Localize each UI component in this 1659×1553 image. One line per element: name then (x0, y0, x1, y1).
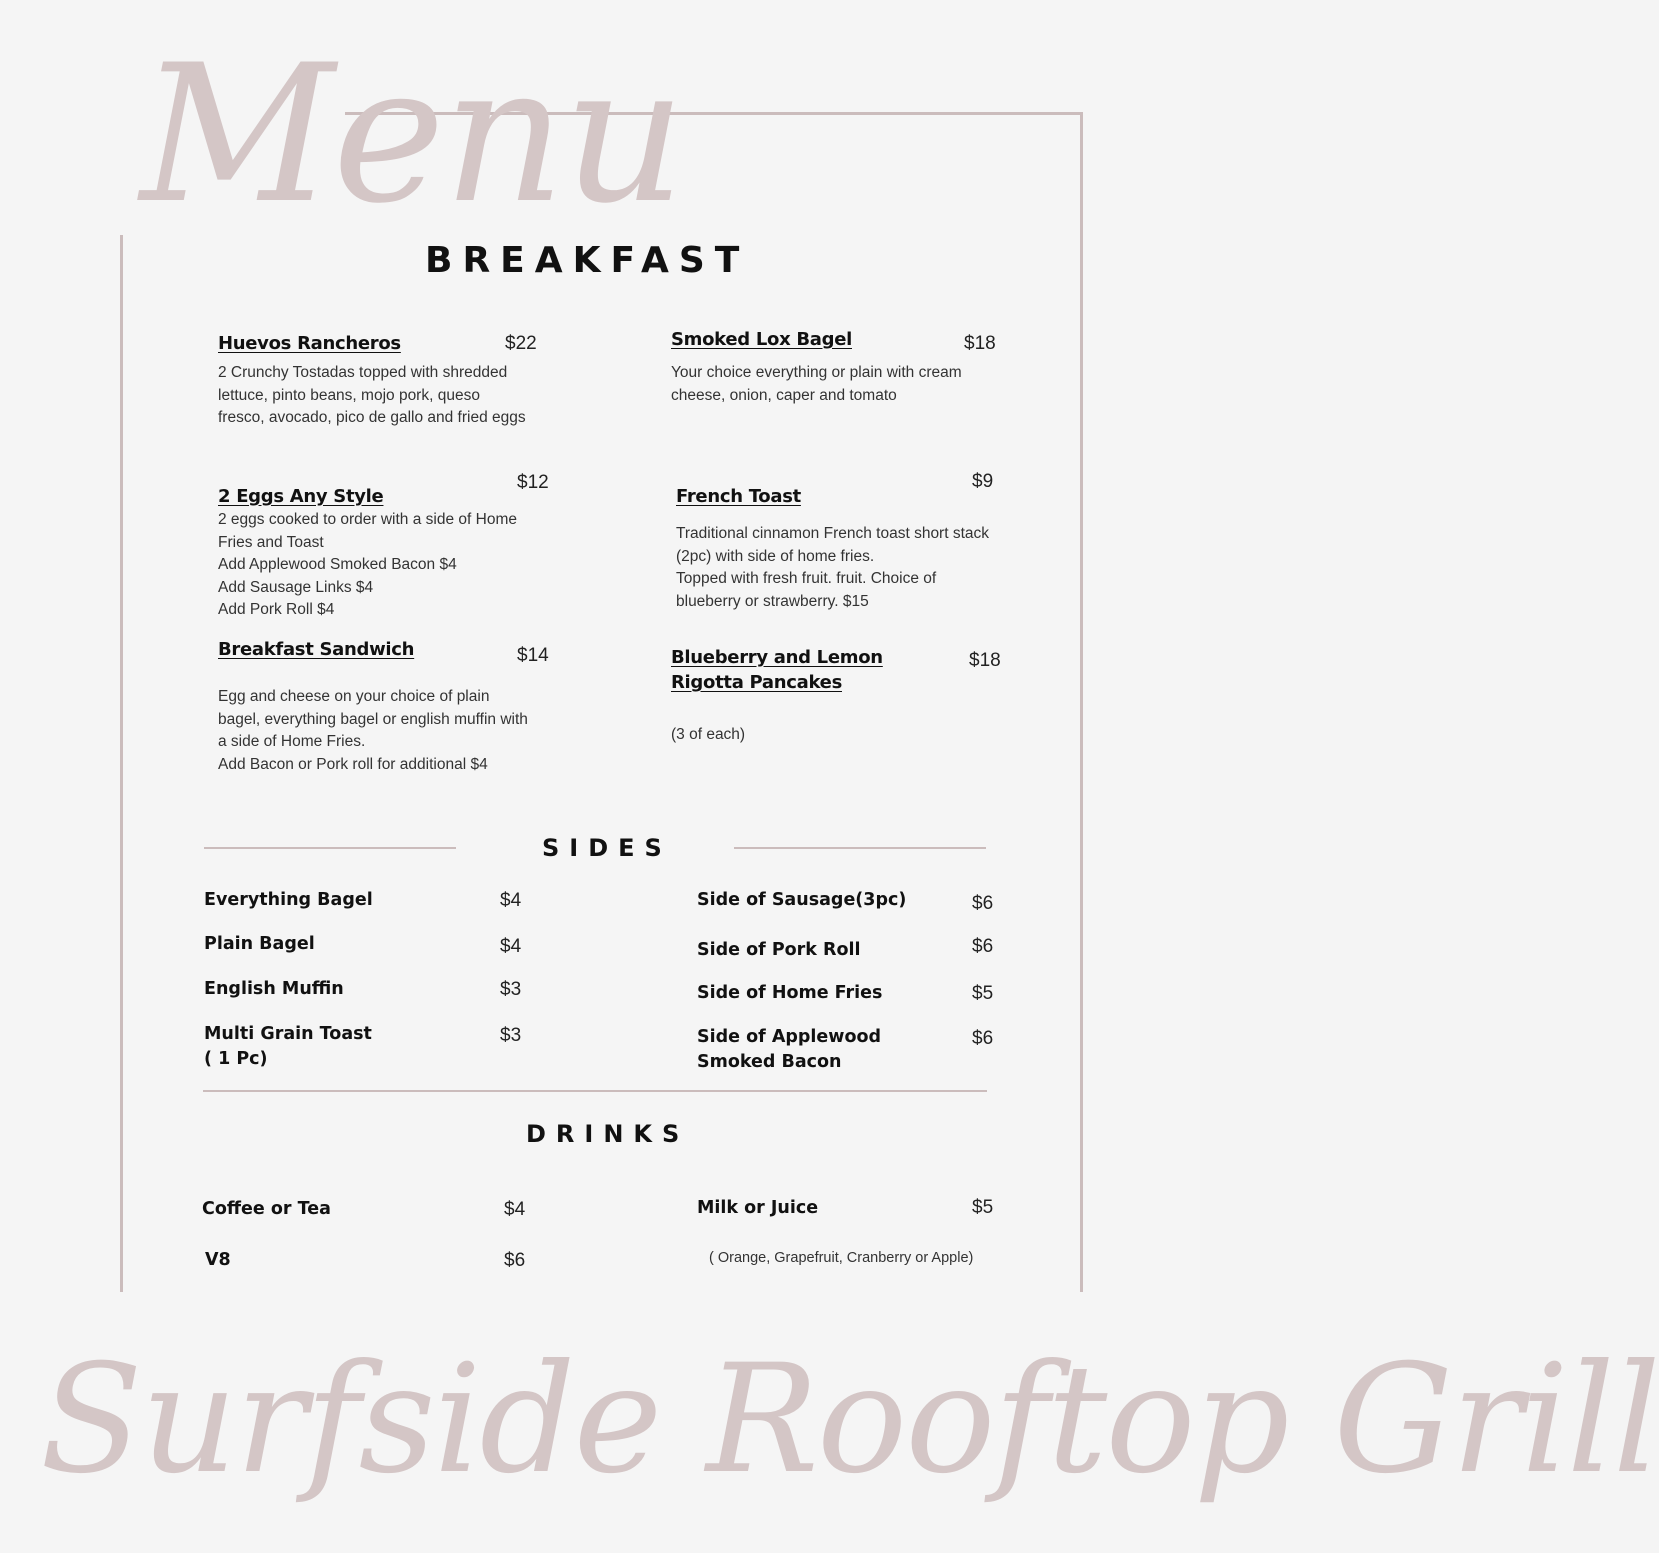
item-name: Huevos Rancheros (218, 333, 401, 354)
item-name: Smoked Lox Bagel (671, 329, 852, 350)
sides-heading: SIDES (542, 834, 672, 862)
item-name: 2 Eggs Any Style (218, 486, 384, 507)
drink-price: $5 (972, 1197, 994, 1218)
side-price: $6 (972, 893, 994, 914)
side-price: $3 (500, 979, 522, 1000)
item-price: $12 (517, 472, 549, 493)
side-price: $3 (500, 1025, 522, 1046)
side-price: $4 (500, 936, 522, 957)
item-desc: Traditional cinnamon French toast short stack (2pc) with side of home fries. Topped with fresh fruit. fruit. Choice of blueberry or strawberry. $15 (676, 525, 990, 610)
item-desc: 2 eggs cooked to order with a side of Home Fries and Toast Add Applewood Smoked Bacon $4 Add Sausage Links $4 Add Pork Roll $4 (218, 511, 517, 618)
side-name: English Muffin (204, 979, 344, 999)
item-desc: (3 of each) (671, 726, 746, 743)
item-name: Breakfast Sandwich (218, 639, 415, 660)
frame-left (120, 235, 123, 1292)
side-name: Plain Bagel (204, 934, 315, 954)
item-desc: Egg and cheese on your choice of plain bagel, everything bagel or english muffin with a side of Home Fries. Add Bacon or Pork roll for additional $4 (218, 688, 528, 773)
item-price: $18 (964, 333, 996, 354)
drink-name: V8 (205, 1250, 231, 1270)
item-price: $18 (969, 650, 1001, 671)
side-price: $6 (972, 1028, 994, 1049)
restaurant-script-name: Surfside Rooftop Grill (40, 1333, 1659, 1507)
drinks-heading: DRINKS (526, 1120, 690, 1148)
side-price: $6 (972, 936, 994, 957)
side-price: $4 (500, 890, 522, 911)
side-name: Multi Grain Toast ( 1 Pc) (204, 1024, 372, 1069)
menu-script-title: Menu (140, 24, 684, 245)
breakfast-heading: BREAKFAST (425, 240, 750, 281)
drink-note: ( Orange, Grapefruit, Cranberry or Apple) (709, 1250, 974, 1266)
item-name: French Toast (676, 486, 801, 507)
item-price: $9 (972, 471, 994, 492)
item-desc: 2 Crunchy Tostadas topped with shredded lettuce, pinto beans, mojo pork, queso fresco, avocado, pico de gallo and fried eggs (218, 364, 526, 426)
item-name: Blueberry and Lemon Rigotta Pancakes (671, 647, 883, 693)
side-name: Side of Sausage(3pc) (697, 890, 907, 910)
divider (734, 847, 986, 849)
divider (204, 847, 456, 849)
drink-name: Coffee or Tea (202, 1199, 331, 1219)
side-name: Side of Home Fries (697, 983, 883, 1003)
drink-price: $4 (504, 1199, 526, 1220)
side-name: Everything Bagel (204, 890, 373, 910)
item-price: $22 (505, 333, 537, 354)
side-name: Side of Pork Roll (697, 940, 861, 960)
divider (203, 1090, 987, 1092)
side-name: Side of Applewood Smoked Bacon (697, 1027, 882, 1072)
side-price: $5 (972, 983, 994, 1004)
drink-price: $6 (504, 1250, 526, 1271)
drink-name: Milk or Juice (697, 1198, 819, 1218)
frame-right (1080, 112, 1083, 1292)
item-desc: Your choice everything or plain with cream cheese, onion, caper and tomato (671, 364, 962, 404)
item-price: $14 (517, 645, 549, 666)
